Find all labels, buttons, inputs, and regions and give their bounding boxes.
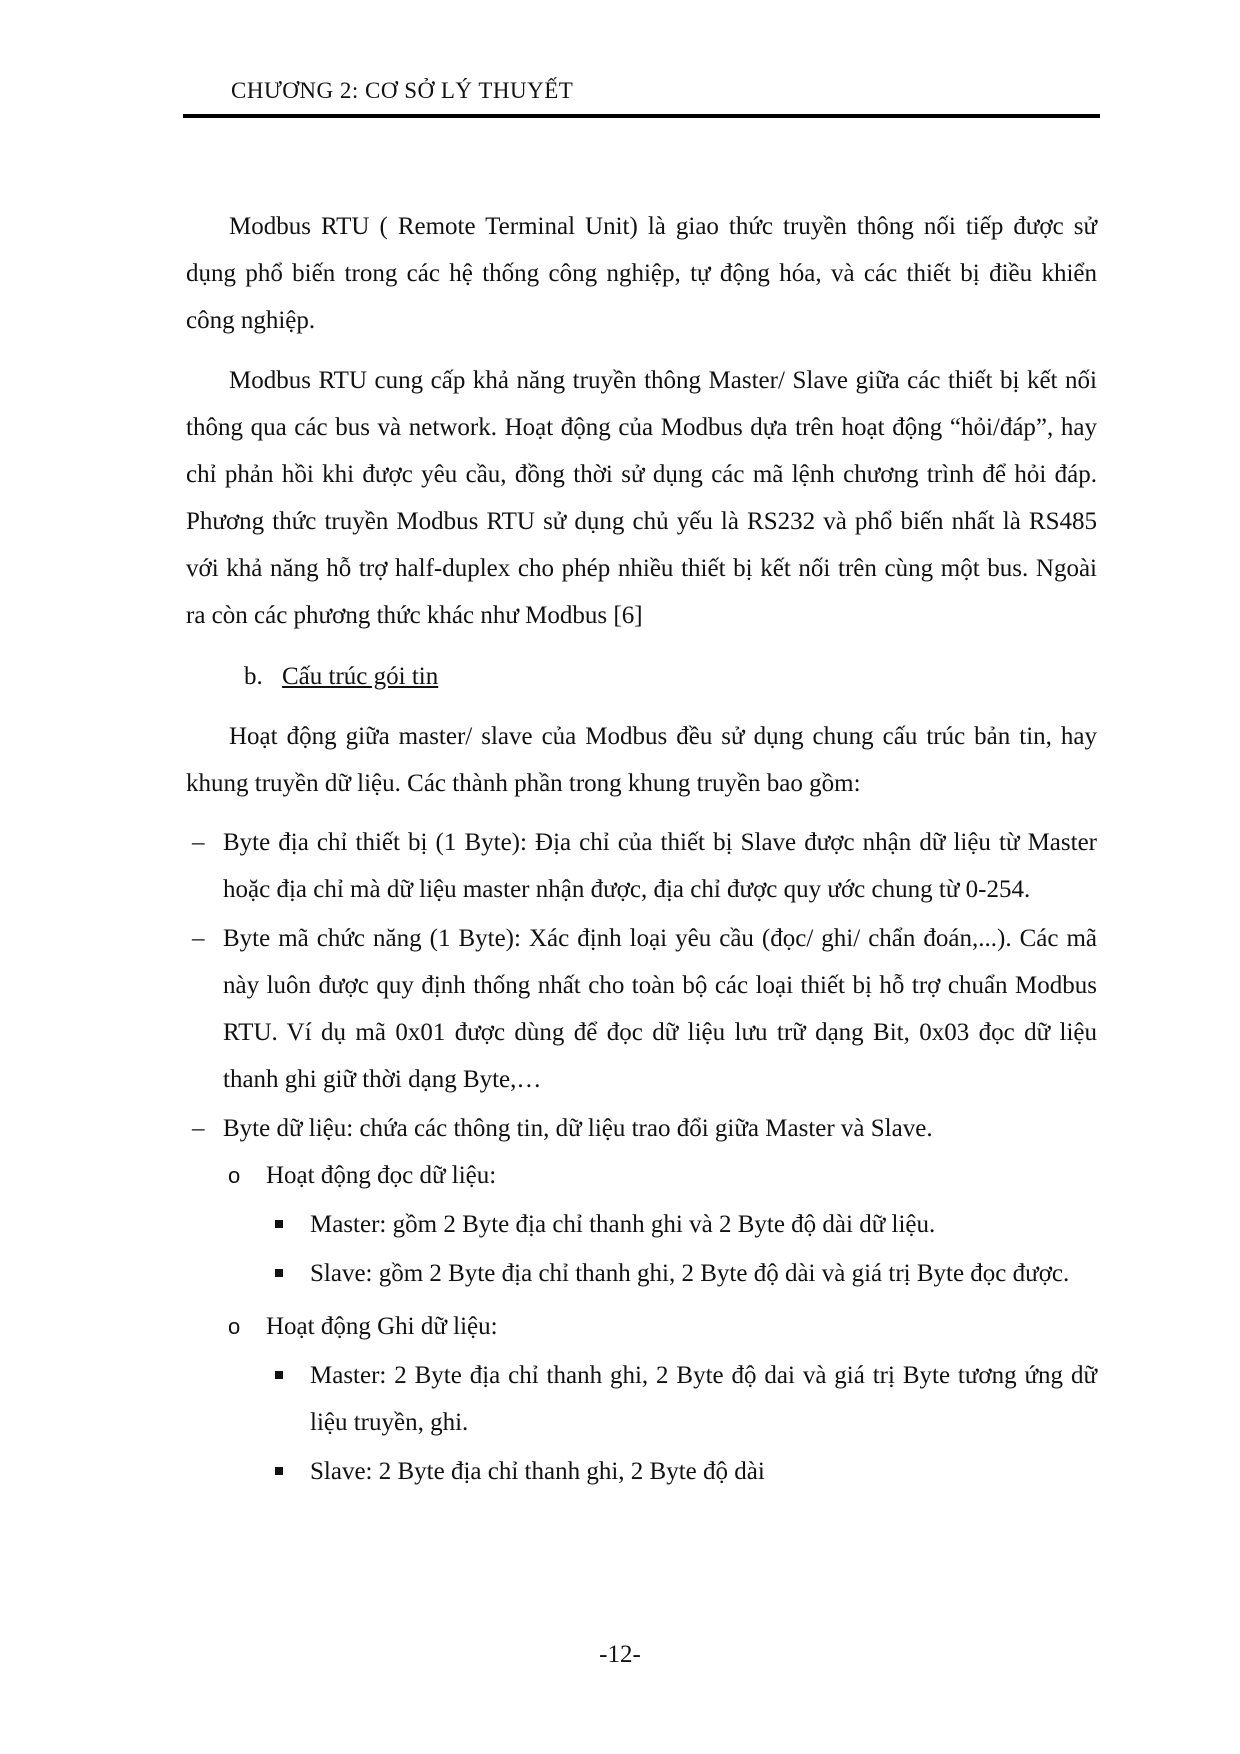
- data-operations-list: [186, 1152, 1097, 1199]
- list-item-text: Byte mã chức năng (1 Byte): Xác định loại yêu cầu (đọc/ ghi/ chẩn đoán,...). Các mã này luôn được quy định thống nhất cho toàn bộ các loại thiết bị hỗ trợ chuẩn Modbus RTU. Ví dụ mã 0x01 được dùng để đọc dữ liệu lưu trữ dạng Bit, 0x03 đọc dữ liệu thanh ghi giữ thời dạng Byte,…: [223, 925, 1097, 1093]
- page-content: [186, 203, 1097, 1495]
- list-item-text: Master: 2 Byte địa chỉ thanh ghi, 2 Byte độ dai và giá trị Byte tương ứng dữ liệu truyền, ghi.: [310, 1362, 1097, 1436]
- list-item-read-master: [186, 1201, 1097, 1248]
- write-operation-list: [186, 1352, 1097, 1495]
- square-bullet-icon: [275, 1371, 283, 1379]
- dash-bullet: –: [192, 925, 205, 952]
- data-operations-list-write: [186, 1303, 1097, 1350]
- square-bullet-icon: [275, 1467, 283, 1475]
- section-title: Cấu trúc gói tin: [282, 663, 439, 690]
- section-heading: [186, 653, 1097, 700]
- frame-components-list: [186, 819, 1097, 1152]
- list-item-function-byte: [186, 915, 1097, 1103]
- list-item-text: Hoạt động đọc dữ liệu:: [266, 1162, 497, 1189]
- dash-bullet: –: [192, 829, 205, 856]
- list-item-text: Byte địa chỉ thiết bị (1 Byte): Địa chỉ của thiết bị Slave được nhận dữ liệu từ Master hoặc địa chỉ mà dữ liệu master nhận được, địa chỉ được quy ước chung từ 0-254.: [223, 829, 1097, 903]
- paragraph-modbus-communication: Modbus RTU cung cấp khả năng truyền thông Master/ Slave giữa các thiết bị kết nối thông qua các bus và network. Hoạt động của Modbus dựa trên hoạt động “hỏi/đáp”, hay chỉ phản hồi khi được yêu cầu, đồng thời sử dụng các mã lệnh chương trình để hỏi đáp. Phương thức truyền Modbus RTU sử dụng chủ yếu là RS232 và phổ biến nhất là RS485 với khả năng hỗ trợ half-duplex cho phép nhiều thiết bị kết nối trên cùng một bus. Ngoài ra còn các phương thức khác như Modbus [6]: [186, 367, 1097, 629]
- list-item-text: Master: gồm 2 Byte địa chỉ thanh ghi và 2 Byte độ dài dữ liệu.: [310, 1211, 936, 1238]
- circle-bullet: o: [228, 1163, 241, 1188]
- paragraph-frame-intro: Hoạt động giữa master/ slave của Modbus đều sử dụng chung cấu trúc bản tin, hay khung truyền dữ liệu. Các thành phần trong khung truyền bao gồm:: [186, 723, 1097, 797]
- list-item-write-master: [186, 1352, 1097, 1446]
- list-item-read-operation: [186, 1152, 1097, 1199]
- dash-bullet: –: [192, 1115, 205, 1142]
- paragraph-modbus-definition: Modbus RTU ( Remote Terminal Unit) là giao thức truyền thông nối tiếp được sử dụng phổ biến trong các hệ thống công nghiệp, tự động hóa, và các thiết bị điều khiển công nghiệp.: [186, 213, 1097, 334]
- list-item-text: Hoạt động Ghi dữ liệu:: [266, 1313, 498, 1340]
- list-item-read-slave: [186, 1250, 1097, 1297]
- page-header: [183, 76, 1100, 118]
- read-operation-list: [186, 1201, 1097, 1297]
- list-item-address-byte: [186, 819, 1097, 913]
- list-item-data-byte: [186, 1105, 1097, 1152]
- square-bullet-icon: [275, 1269, 283, 1277]
- list-item-write-operation: [186, 1303, 1097, 1350]
- header-divider: [183, 114, 1100, 118]
- chapter-title: CHƯƠNG 2: CƠ SỞ LÝ THUYẾT: [231, 78, 574, 103]
- square-bullet-icon: [275, 1220, 283, 1228]
- list-item-text: Slave: 2 Byte địa chỉ thanh ghi, 2 Byte độ dài: [310, 1458, 765, 1485]
- circle-bullet: o: [228, 1314, 241, 1339]
- page-number: -12-: [599, 1641, 641, 1668]
- list-item-text: Slave: gồm 2 Byte địa chỉ thanh ghi, 2 Byte độ dài và giá trị Byte đọc được.: [310, 1260, 1070, 1287]
- list-item-text: Byte dữ liệu: chứa các thông tin, dữ liệu trao đổi giữa Master và Slave.: [223, 1115, 933, 1142]
- list-item-write-slave: [186, 1448, 1097, 1495]
- section-number: b.: [244, 663, 263, 690]
